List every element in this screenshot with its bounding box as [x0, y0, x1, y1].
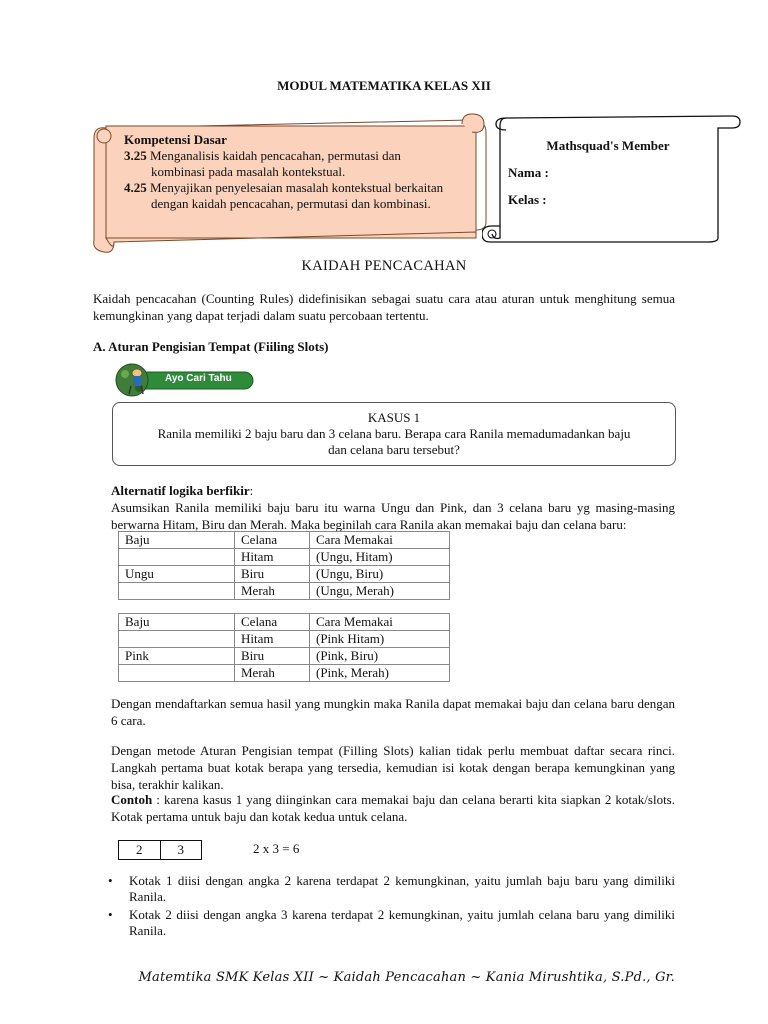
name-label: Nama : — [508, 165, 549, 180]
page-footer: Matemtika SMK Kelas XII ~ Kaidah Pencacahan ~ Kania Mirushtika, S.Pd., Gr. — [138, 970, 675, 985]
ayo-cari-tahu-badge — [115, 362, 255, 398]
member-title: Mathsquad's Member — [546, 138, 670, 153]
alt-heading: Alternatif logika berfikir: — [111, 483, 254, 498]
slot-cell: 2 — [136, 842, 143, 857]
table-row: Merah (Pink, Merah) — [119, 665, 450, 682]
slot-cell: 3 — [160, 841, 202, 859]
badge-label: Ayo Cari Tahu — [165, 373, 232, 384]
table-row: Merah (Ungu, Merah) — [119, 583, 450, 600]
module-title: MODUL MATEMATIKA KELAS XII — [277, 78, 491, 93]
kasus-title: KASUS 1 — [367, 410, 421, 425]
kd-item: 3.25 Menganalisis kaidah pencacahan, permutasi dan — [124, 148, 401, 163]
list-item: • Kotak 1 diisi dengan angka 2 karena terdapat 2 kemungkinan, yaitu jumlah baju baru yang dimiliki Ranila. — [108, 873, 675, 904]
kd-item-cont: kombinasi pada masalah kontekstual. — [151, 164, 346, 179]
kompetensi-heading: Kompetensi Dasar — [124, 132, 227, 147]
intro-paragraph: Kaidah pencacahan (Counting Rules) didefinisikan sebagai suatu cara atau aturan untuk menghitung semua kemungkinan yang dapat terjadi dalam suatu percobaan tertentu. — [93, 291, 675, 323]
kasus-line: dan celana baru tersebut? — [328, 442, 460, 457]
table-header-row: Baju Celana Cara Memakai — [119, 614, 450, 631]
table-header-row: Baju Celana Cara Memakai — [119, 532, 450, 549]
kd-item: 4.25 Menyajikan penyelesaian masalah kontekstual berkaitan — [124, 180, 444, 195]
bullet-icon: • — [108, 907, 113, 922]
alt-paragraph: Asumsikan Ranila memiliki baju baru itu warna Ungu dan Pink, dan 3 celana baru yg masing-masing berwarna Hitam, Biru dan Merah. Maka beginilah cara Ranila akan memakai baju dan celana baru: — [111, 500, 675, 532]
table-row: Hitam (Pink Hitam) — [119, 631, 450, 648]
kompetensi-dasar-scroll — [92, 112, 492, 257]
kd-item-cont: dengan kaidah pencacahan, permutasi dan kombinasi. — [151, 196, 431, 211]
member-scroll — [482, 110, 742, 245]
slot-boxes — [118, 840, 202, 860]
subheading: A. Aturan Pengisian Tempat (Fiiling Slots) — [93, 339, 329, 354]
table-row: Pink Biru (Pink, Biru) — [119, 648, 450, 665]
section-title: KAIDAH PENCACAHAN — [301, 258, 467, 274]
method-paragraph: Dengan metode Aturan Pengisian tempat (Filling Slots) kalian tidak perlu membuat daftar secara rinci. Langkah pertama buat kotak berapa yang tersedia, kemudian isi kotak dengan berapa kemungkinan yang bisa, terakhir kalikan. — [111, 743, 675, 792]
class-label: Kelas : — [508, 192, 547, 207]
table-pink — [118, 613, 450, 682]
slot-equation: 2 x 3 = 6 — [253, 841, 300, 856]
result-paragraph: Dengan mendaftarkan semua hasil yang mungkin maka Ranila dapat memakai baju dan celana baru dengan 6 cara. — [111, 696, 675, 728]
table-row: Ungu Biru (Ungu, Biru) — [119, 566, 450, 583]
bullet-list — [106, 873, 675, 941]
table-row: Hitam (Ungu, Hitam) — [119, 549, 450, 566]
bullet-icon: • — [108, 873, 113, 888]
kasus-box — [112, 402, 676, 466]
table-ungu — [118, 531, 450, 600]
kasus-line: Ranila memiliki 2 baju baru dan 3 celana baru. Berapa cara Ranila memadumadankan baju — [157, 426, 631, 441]
list-item: • Kotak 2 diisi dengan angka 3 karena terdapat 2 kemungkinan, yaitu jumlah celana baru yang dimiliki Ranila. — [108, 907, 675, 938]
contoh-paragraph: Contoh : karena kasus 1 yang diinginkan cara memakai baju dan celana berarti kita siapkan 2 kotak/slots. Kotak pertama untuk baju dan kotak kedua untuk celana. — [111, 792, 675, 824]
